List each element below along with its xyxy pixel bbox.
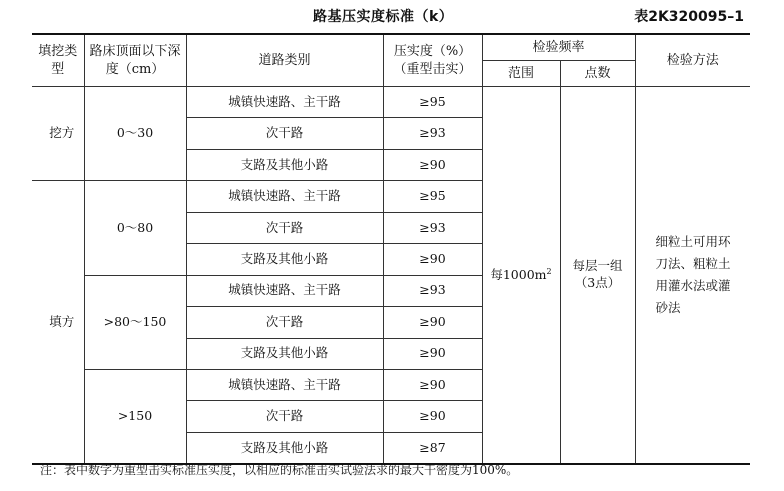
fill-type-cell: 挖方	[32, 87, 84, 181]
method-cell: 细粒土可用环刀法、粗粒土用灌水法或灌砂法	[635, 87, 750, 465]
header-range: 范围	[482, 61, 560, 87]
depth-cell: 0～80	[84, 181, 186, 275]
header-frequency: 检验频率	[482, 34, 635, 61]
road-class-cell: 次干路	[186, 401, 383, 432]
compaction-value-cell: ≥90	[383, 244, 482, 275]
road-class-cell: 支路及其他小路	[186, 244, 383, 275]
road-class-cell: 城镇快速路、主干路	[186, 87, 383, 118]
compaction-value-cell: ≥93	[383, 212, 482, 243]
road-class-cell: 支路及其他小路	[186, 432, 383, 464]
compaction-value-cell: ≥90	[383, 338, 482, 369]
road-class-cell: 支路及其他小路	[186, 338, 383, 369]
compaction-value-cell: ≥95	[383, 181, 482, 212]
header-fill-type: 填挖类型	[32, 34, 84, 87]
compaction-value-cell: ≥90	[383, 307, 482, 338]
compaction-value-cell: ≥93	[383, 118, 482, 149]
road-class-cell: 支路及其他小路	[186, 149, 383, 180]
range-cell	[482, 87, 560, 465]
road-class-cell: 城镇快速路、主干路	[186, 369, 383, 400]
header-method: 检验方法	[635, 34, 750, 87]
road-class-cell: 城镇快速路、主干路	[186, 181, 383, 212]
road-class-cell: 次干路	[186, 212, 383, 243]
range-value: 每1000m	[490, 266, 547, 282]
table-title: 路基压实度标准（k）	[313, 9, 454, 25]
compaction-value-cell: ≥87	[383, 432, 482, 464]
header-compaction: 压实度（%）（重型击实）	[383, 34, 482, 87]
road-class-cell: 次干路	[186, 118, 383, 149]
fill-type-cell: 填方	[32, 181, 84, 464]
range-unit-superscript: 2	[546, 266, 552, 276]
points-line-2: （3点）	[574, 275, 621, 291]
table-body	[32, 87, 750, 465]
depth-cell: >150	[84, 369, 186, 464]
compaction-value-cell: ≥90	[383, 401, 482, 432]
table-row	[32, 87, 750, 118]
header-points: 点数	[560, 61, 635, 87]
compaction-standard-table	[32, 33, 750, 465]
table-code: 表2K320095–1	[634, 9, 744, 25]
header-depth: 路床顶面以下深度（cm）	[84, 34, 186, 87]
compaction-value-cell: ≥93	[383, 275, 482, 306]
depth-cell: >80～150	[84, 275, 186, 369]
road-class-cell: 次干路	[186, 307, 383, 338]
road-class-cell: 城镇快速路、主干路	[186, 275, 383, 306]
header-road-class: 道路类别	[186, 34, 383, 87]
compaction-value-cell: ≥95	[383, 87, 482, 118]
points-line-1: 每层一组	[572, 258, 623, 274]
compaction-value-cell: ≥90	[383, 149, 482, 180]
depth-cell: 0～30	[84, 87, 186, 181]
points-cell	[560, 87, 635, 465]
table-note: 注：表中数字为重型击实标准压实度，以相应的标准击实试验法求的最大干密度为100%。	[40, 463, 519, 477]
compaction-value-cell: ≥90	[383, 369, 482, 400]
